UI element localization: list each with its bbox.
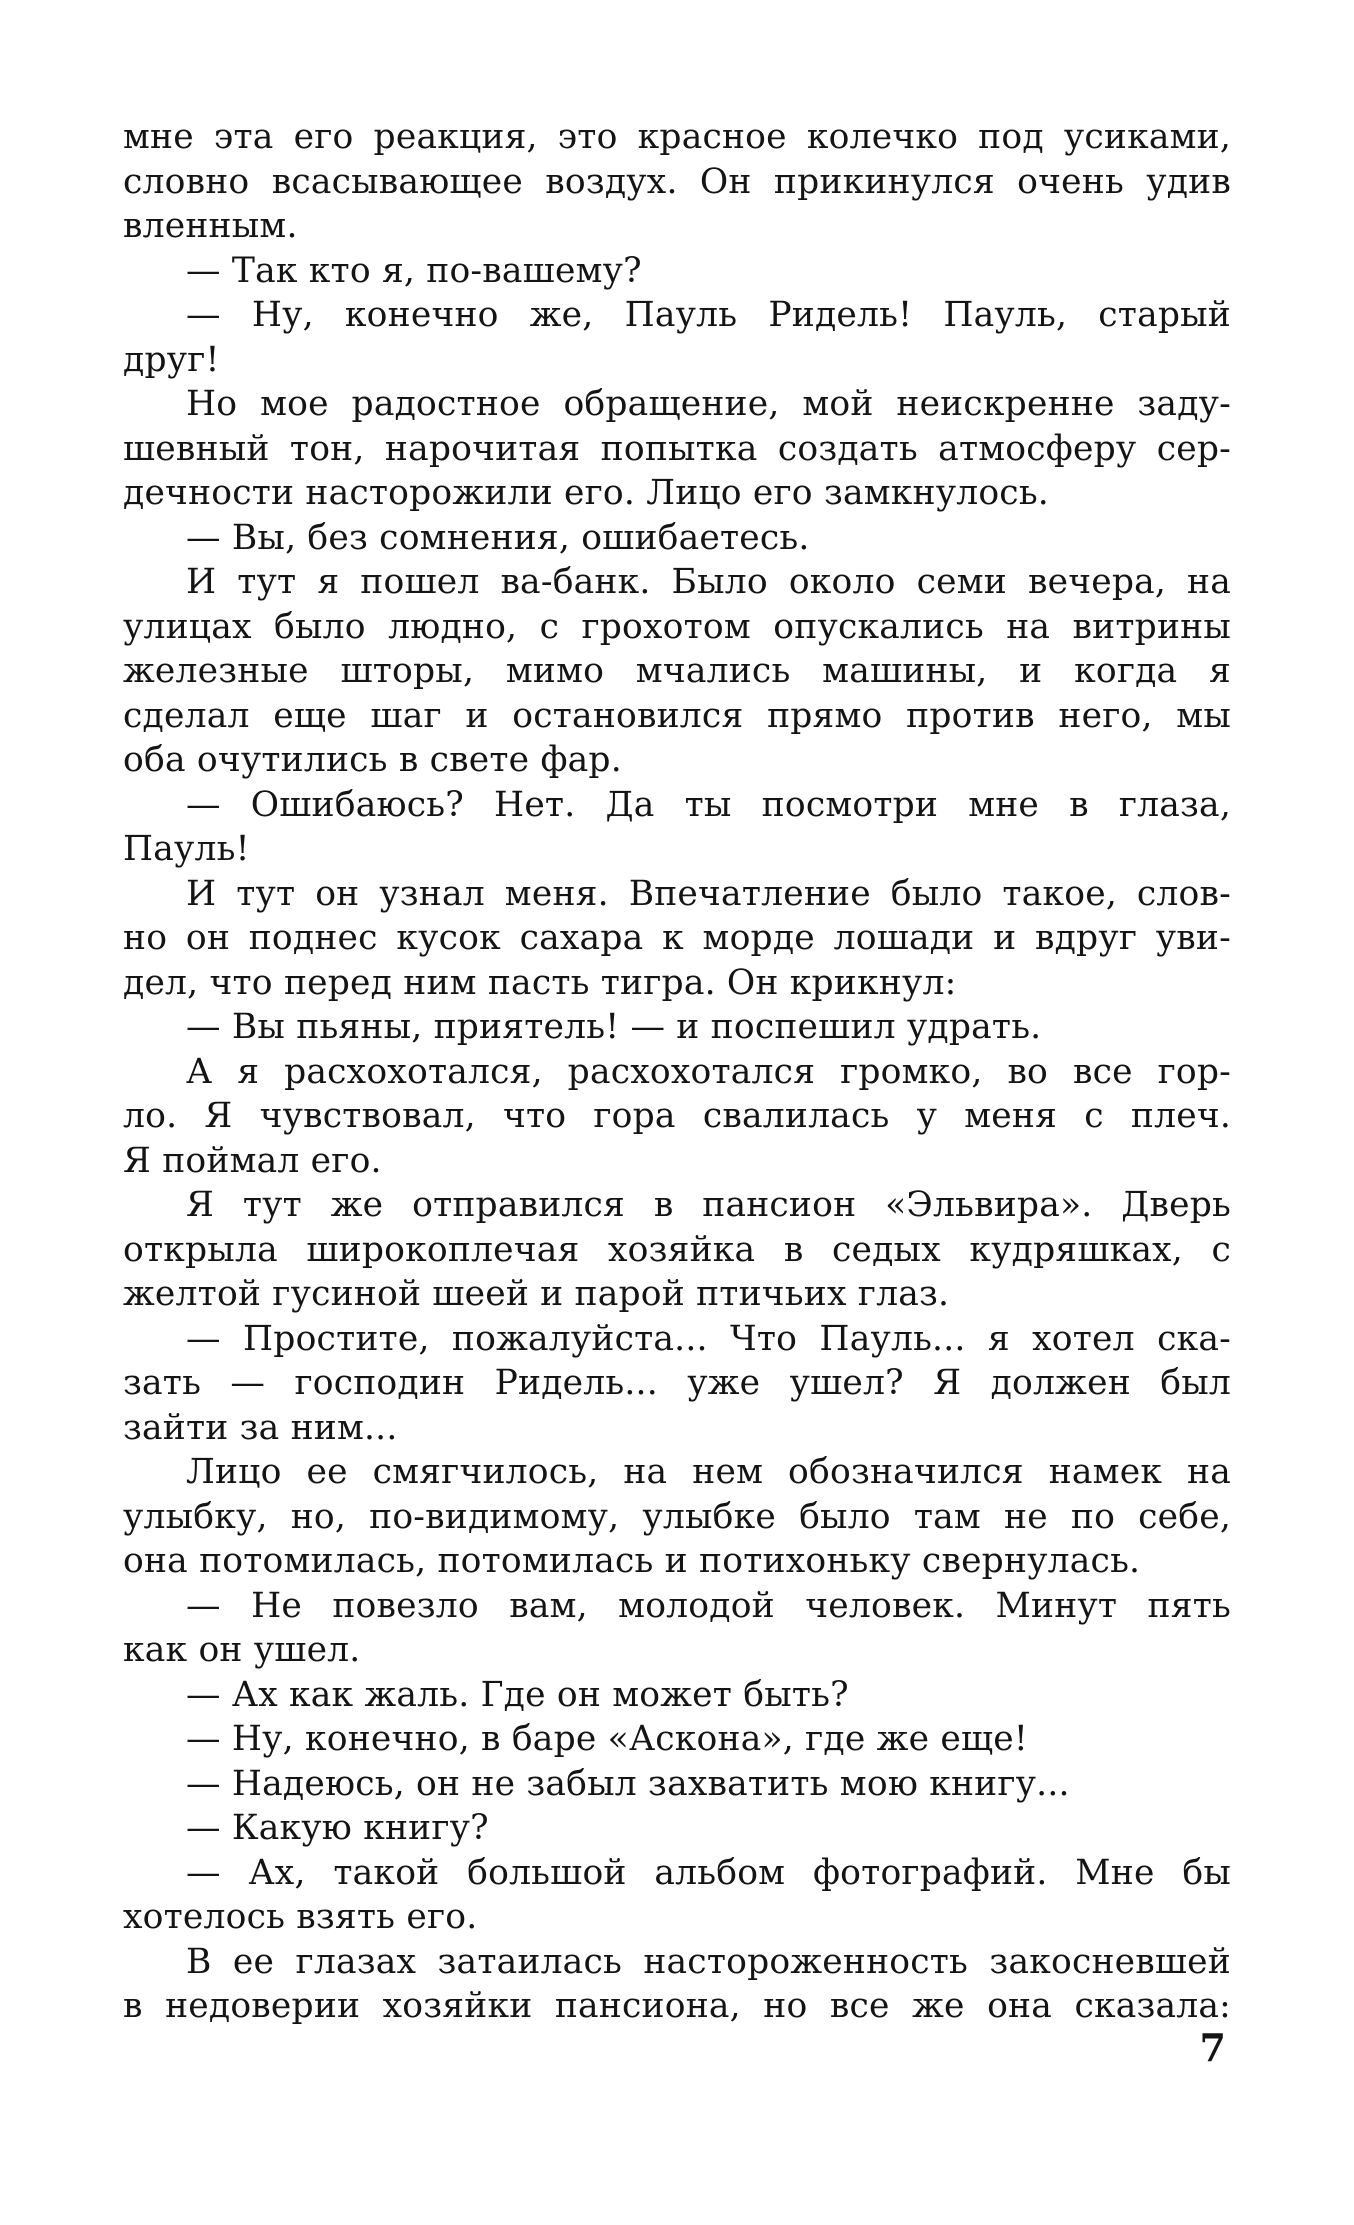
text-line: В ее глазах затаилась настороженность закосневшей	[186, 1941, 1231, 1982]
text-line: мне эта его реакция, это красное колечко под усиками,	[123, 117, 1231, 157]
text-line: дел, что перед ним пасть тигра. Он крикнул:	[123, 962, 957, 1003]
text-line: но он поднес кусок сахара к морде лошади и вдруг уви-	[123, 918, 1231, 958]
text-line: она потомилась, потомилась и потихоньку свернулась.	[123, 1541, 1141, 1581]
text-line: вленным.	[123, 206, 298, 246]
text-line: А я расхохотался, расхохотался громко, во все гор-	[186, 1051, 1231, 1092]
text-line: как он ушел.	[123, 1630, 361, 1670]
text-line: — Вы пьяны, приятель! — и поспешил удрать.	[186, 1007, 1042, 1047]
text-line: зать — господин Ридель... уже ушел? Я должен был	[123, 1363, 1231, 1403]
text-line: — Ну, конечно, в баре «Аскона», где же еще!	[186, 1719, 1028, 1759]
text-line: открыла широкоплечая хозяйка в седых кудряшках, с	[123, 1229, 1231, 1270]
text-line: зайти за ним...	[123, 1407, 398, 1448]
text-line: хотелось взять его.	[123, 1897, 478, 1937]
text-line: словно всасывающее воздух. Он прикинулся очень удив	[123, 161, 1231, 202]
text-line: — Простите, пожалуйста... Что Пауль... я хотел ска-	[186, 1318, 1231, 1359]
text-line: Лицо ее смягчилось, на нем обозначился намек на	[186, 1452, 1231, 1492]
text-line: — Ах как жаль. Где он может быть?	[186, 1674, 849, 1715]
text-line: — Ошибаюсь? Нет. Да ты посмотри мне в глаза,	[186, 784, 1231, 825]
text-line: друг!	[123, 339, 220, 380]
text-line: Но мое радостное обращение, мой неискренне заду-	[186, 384, 1231, 424]
text-line: — Вы, без сомнения, ошибаетесь.	[186, 517, 810, 558]
text-line: — Какую книгу?	[186, 1808, 489, 1848]
text-line: дечности насторожили его. Лицо его замкнулось.	[123, 473, 1049, 513]
text-line: оба очутились в свете фар.	[123, 740, 622, 780]
text-line: шевный тон, нарочитая попытка создать атмосферу сер-	[123, 428, 1231, 469]
text-line: И тут он узнал меня. Впечатление было такое, слов-	[186, 873, 1231, 914]
text-line: — Так кто я, по-вашему?	[186, 250, 642, 291]
text-line: в недоверии хозяйки пансиона, но все же она сказала:	[123, 1986, 1231, 2026]
text-line: — Не повезло вам, молодой человек. Минут пять	[186, 1585, 1231, 1626]
text-line: — Надеюсь, он не забыл захватить мою книгу...	[186, 1763, 1070, 1804]
text-line: улицах было людно, с грохотом опускались на витрины	[123, 606, 1231, 647]
text-line: ло. Я чувствовал, что гора свалилась у меня с плеч.	[123, 1096, 1231, 1136]
text-line: Я поймал его.	[123, 1140, 382, 1181]
text-line: Пауль!	[123, 829, 250, 869]
text-line: желтой гусиной шеей и парой птичьих глаз.	[123, 1274, 950, 1314]
text-line: — Ах, такой большой альбом фотографий. Мне бы	[186, 1852, 1231, 1893]
text-line: железные шторы, мимо мчались машины, и когда я	[123, 651, 1231, 691]
text-line: сделал еще шаг и остановился прямо против него, мы	[123, 695, 1231, 736]
text-line: Я тут же отправился в пансион «Эльвира». Дверь	[186, 1185, 1231, 1225]
text-line: И тут я пошел ва-банк. Было около семи вечера, на	[186, 562, 1231, 602]
text-line: — Ну, конечно же, Пауль Ридель! Пауль, старый	[186, 295, 1231, 335]
text-line: улыбку, но, по-видимому, улыбке было там не по себе,	[123, 1496, 1231, 1537]
page-number: 7	[1199, 2025, 1226, 2070]
page-text-body	[123, 115, 1231, 2029]
